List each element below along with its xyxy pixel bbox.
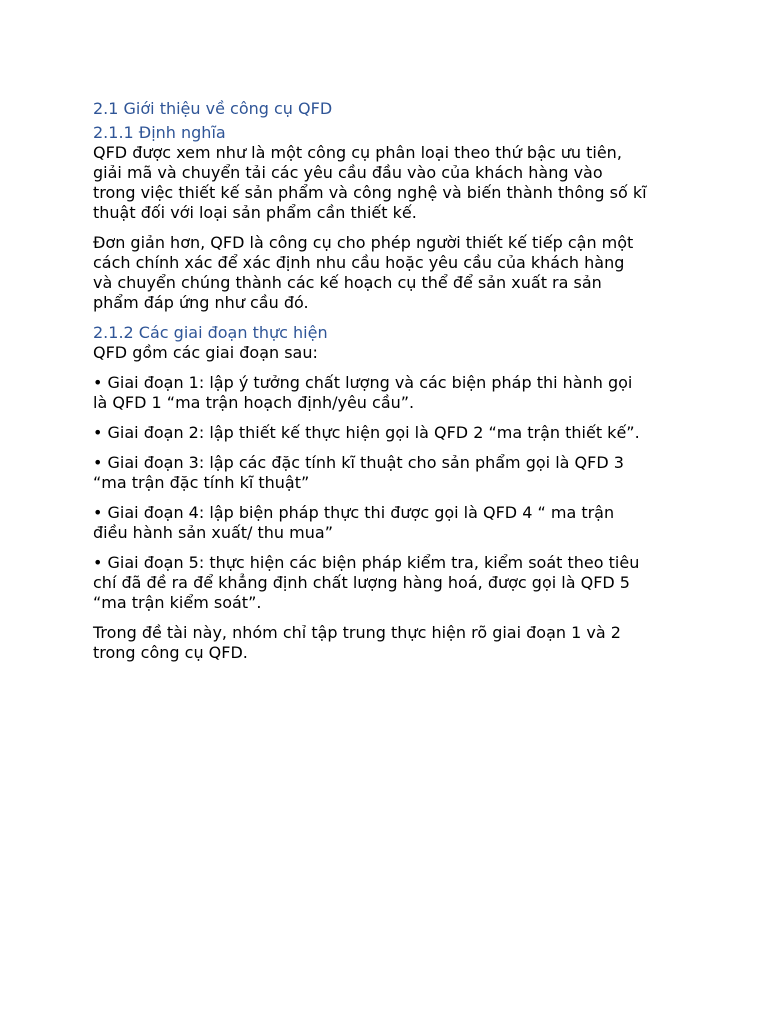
subsection-heading-2-1-1: 2.1.1 Định nghĩa [93, 123, 226, 142]
stage-1-item: • Giai đoạn 1: lập ý tưởng chất lượng và các biện pháp thi hành gọi là QFD 1 “ma trận hoạch định/yêu cầu”. [93, 373, 633, 412]
subsection-heading-2-1-2: 2.1.2 Các giai đoạn thực hiện [93, 323, 328, 342]
definition-paragraph-2: Đơn giản hơn, QFD là công cụ cho phép người thiết kế tiếp cận một cách chính xác để xác định nhu cầu hoặc yêu cầu của khách hàng và chuyển chúng thành các kế hoạch cụ thể để sản xuất ra sản phẩm đáp ứng như cầu đó. [93, 233, 634, 312]
stage-5-item: • Giai đoạn 5: thực hiện các biện pháp kiểm tra, kiểm soát theo tiêu chí đã đề ra để khẳng định chất lượng hàng hoá, được gọi là QFD 5 “ma trận kiểm soát”. [93, 553, 640, 612]
document-page [93, 99, 693, 673]
stage-2-item: • Giai đoạn 2: lập thiết kế thực hiện gọi là QFD 2 “ma trận thiết kế”. [93, 423, 640, 442]
section-heading-2-1: 2.1 Giới thiệu về công cụ QFD [93, 99, 333, 118]
stage-4-item: • Giai đoạn 4: lập biện pháp thực thi được gọi là QFD 4 “ ma trận điều hành sản xuất/ thu mua” [93, 503, 615, 542]
definition-paragraph-1: QFD được xem như là một công cụ phân loại theo thứ bậc ưu tiên, giải mã và chuyển tải các yêu cầu đầu vào của khách hàng vào trong việc thiết kế sản phẩm và công nghệ và biến thành thông số kĩ thuật đối với loại sản phẩm cần thiết kế. [93, 143, 647, 222]
stage-3-item: • Giai đoạn 3: lập các đặc tính kĩ thuật cho sản phẩm gọi là QFD 3 “ma trận đặc tính kĩ thuật” [93, 453, 624, 492]
conclusion-paragraph: Trong đề tài này, nhóm chỉ tập trung thực hiện rõ giai đoạn 1 và 2 trong công cụ QFD. [93, 623, 621, 662]
stages-intro: QFD gồm các giai đoạn sau: [93, 343, 318, 362]
